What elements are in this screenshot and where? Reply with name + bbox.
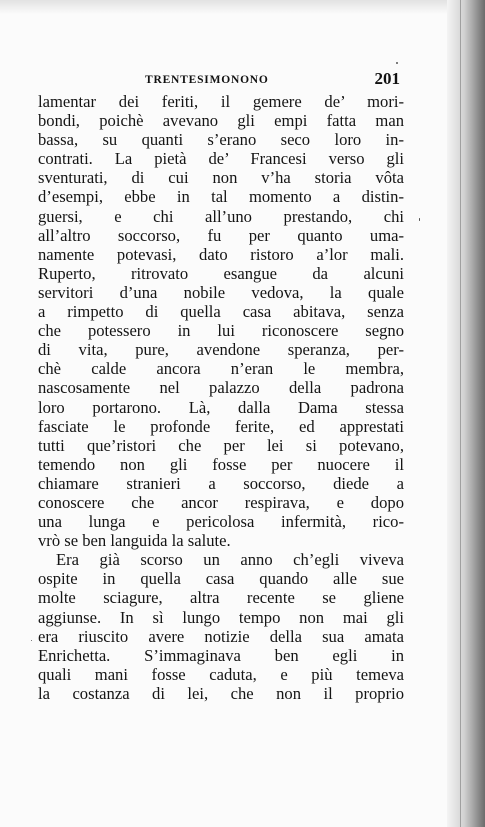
text-line: molte sciagure, altra recente se gliene xyxy=(38,588,404,608)
text-line: chiamare stranieri a soccorso, diede a xyxy=(38,473,404,493)
page-binding-edge xyxy=(447,0,485,827)
page-edge-line xyxy=(460,0,461,827)
text-line: una lunga e pericolosa infermità, rico- xyxy=(38,512,404,532)
paragraph-end-line: vrò se ben languida la salute. xyxy=(38,531,231,551)
text-line: d’esempi, ebbe in tal momento a distin- xyxy=(38,187,404,207)
text-line: quali mani fosse caduta, e più temeva xyxy=(38,664,404,684)
body-text xyxy=(38,92,404,703)
text-line: guersi, e chi all’uno prestando, chi xyxy=(38,206,404,226)
paper-speck xyxy=(31,640,32,641)
text-line: a rimpetto di quella casa abitava, senza xyxy=(38,302,404,322)
page-number: 201 xyxy=(374,69,400,88)
paper-speck xyxy=(396,62,398,64)
paper-speck xyxy=(419,218,420,221)
text-line: di vita, pure, avendone speranza, per- xyxy=(38,340,404,360)
text-line: la costanza di lei, che non il proprio xyxy=(38,683,404,703)
text-line: fasciate le profonde ferite, ed apprestati xyxy=(38,416,404,436)
text-line: ospite in quella casa quando alle sue xyxy=(38,569,404,589)
text-line: conoscere che ancor respirava, e dopo xyxy=(38,492,404,512)
text-line: sventurati, di cui non v’ha storia vôta xyxy=(38,168,404,188)
text-line: bassa, su quanti s’erano seco loro in- xyxy=(38,130,404,150)
text-line: lamentar dei feriti, il gemere de’ mori- xyxy=(38,92,404,111)
text-line: aggiunse. In sì lungo tempo non mai gli xyxy=(38,607,404,627)
text-line: che potessero in lui riconoscere segno xyxy=(38,321,404,341)
text-line: tutti que’ristori che per lei si potevano, xyxy=(38,435,404,455)
text-line: all’altro soccorso, fu per quanto uma- xyxy=(38,225,404,245)
text-line: chè calde ancora n’eran le membra, xyxy=(38,359,404,379)
page-header xyxy=(38,68,404,92)
text-line: namente potevasi, dato ristoro a’lor mali. xyxy=(38,244,404,264)
page-top-shadow xyxy=(0,0,485,14)
text-line: loro portarono. Là, dalla Dama stessa xyxy=(38,397,404,417)
text-line: Ruperto, ritrovato esangue da alcuni xyxy=(38,263,404,283)
text-line: contrati. La pietà de’ Francesi verso gli xyxy=(38,149,404,169)
paragraph-first-line: Era già scorso un anno ch’egli viveva xyxy=(56,550,404,570)
text-line: servitori d’una nobile vedova, la quale xyxy=(38,282,404,302)
text-line: nascosamente nel palazzo della padrona xyxy=(38,378,404,398)
text-line: era riuscito avere notizie della sua amata xyxy=(38,626,404,646)
running-title: TRENTESIMONONO xyxy=(145,74,269,86)
text-line: temendo non gli fosse per nuocere il xyxy=(38,454,404,474)
text-line: Enrichetta. S’immaginava ben egli in xyxy=(38,645,404,665)
text-line: bondi, poichè avevano gli empi fatta man xyxy=(38,111,404,131)
